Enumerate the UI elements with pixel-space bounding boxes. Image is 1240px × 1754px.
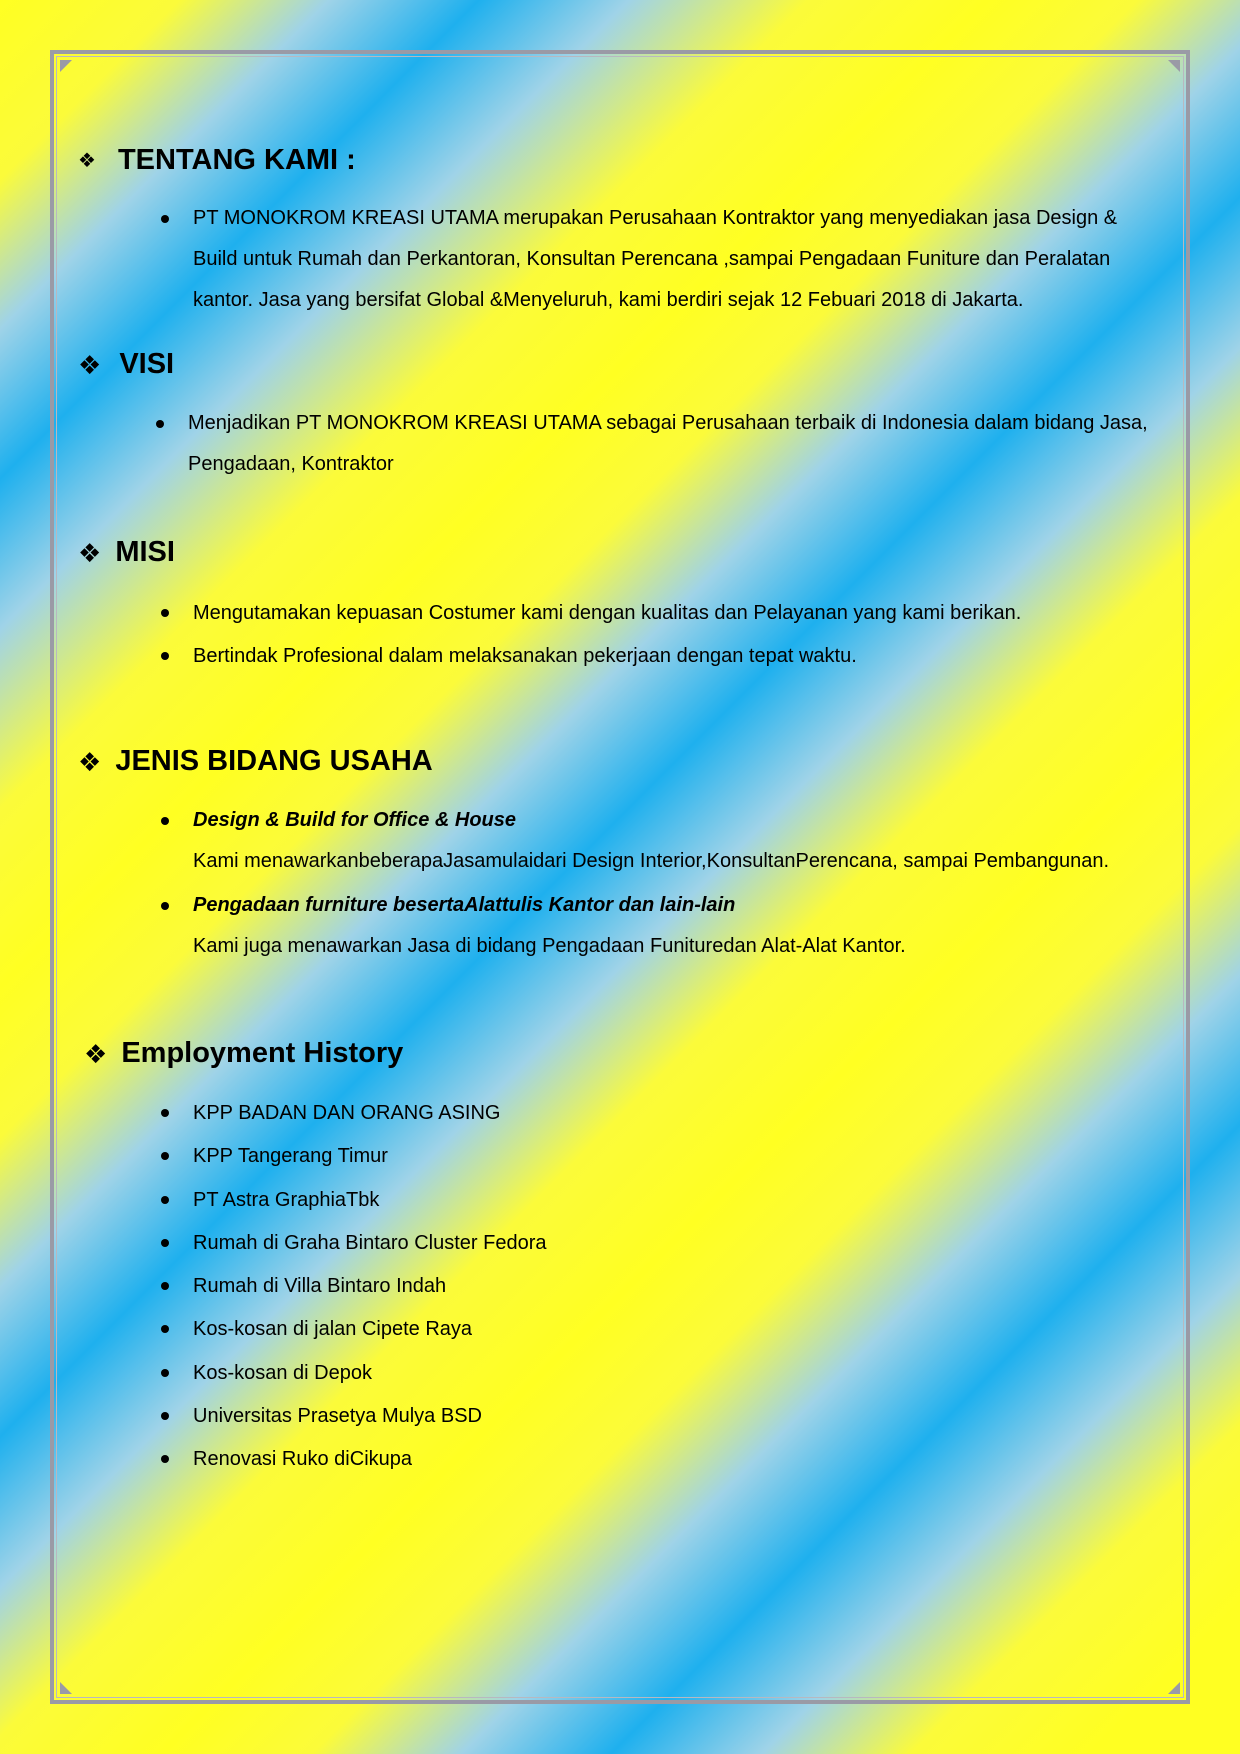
list-item: Universitas Prasetya Mulya BSD xyxy=(193,1395,1153,1438)
vision-heading xyxy=(78,348,174,381)
list-item: Renovasi Ruko diCikupa xyxy=(193,1438,1153,1481)
vision-list xyxy=(188,403,1173,485)
vision-body: Menjadikan PT MONOKROM KREASI UTAMA sebagai Perusahaan terbaik di Indonesia dalam bidang Jasa, Pengadaan, Kontraktor xyxy=(188,403,1173,485)
mission-list xyxy=(193,592,1153,678)
list-item: Kos-kosan di Depok xyxy=(193,1352,1153,1395)
business-item-description: Kami menawarkanbeberapaJasamulaidari Design Interior,KonsultanPerencana, sampai Pembangunan. xyxy=(193,850,1110,872)
four-diamond-icon: ❖ xyxy=(78,746,102,777)
four-diamond-icon: ❖ xyxy=(78,537,102,568)
list-item: PT Astra GraphiaTbk xyxy=(193,1179,1153,1222)
corner-ornament-top-left xyxy=(60,60,72,72)
business-list xyxy=(193,800,1153,841)
history-list xyxy=(193,1092,1153,1482)
business-heading xyxy=(78,745,433,778)
history-heading xyxy=(84,1037,403,1070)
about-heading xyxy=(78,144,356,177)
four-diamond-icon: ❖ xyxy=(78,149,96,172)
business-item-description: Kami juga menawarkan Jasa di bidang Pengadaan Funituredan Alat-Alat Kantor. xyxy=(193,935,906,957)
about-body: PT MONOKROM KREASI UTAMA merupakan Perusahaan Kontraktor yang menyediakan jasa Design & Build untuk Rumah dan Perkantoran, Konsultan Perencana ,sampai Pengadaan Funiture dan Peralatan kantor. Jasa yang bersifat Global &Menyeluruh, kami berdiri sejak 12 Febuari 2018 di Jakarta. xyxy=(193,198,1153,321)
business-heading-text: JENIS BIDANG USAHA xyxy=(115,745,433,777)
mission-heading-text: MISI xyxy=(115,536,175,568)
corner-ornament-top-right xyxy=(1168,60,1180,72)
business-item-title: Pengadaan furniture besertaAlattulis Kantor dan lain-lain xyxy=(193,894,736,916)
business-list-2 xyxy=(193,885,1153,926)
corner-ornament-bottom-left xyxy=(60,1682,72,1694)
list-item: KPP Tangerang Timur xyxy=(193,1135,1153,1178)
list-item: Rumah di Villa Bintaro Indah xyxy=(193,1265,1153,1308)
business-item-title: Design & Build for Office & House xyxy=(193,809,516,831)
four-diamond-icon: ❖ xyxy=(84,1038,108,1069)
history-heading-text: Employment History xyxy=(121,1037,404,1069)
about-heading-text: TENTANG KAMI : xyxy=(117,144,356,176)
list-item: Bertindak Profesional dalam melaksanakan pekerjaan dengan tepat waktu. xyxy=(193,635,1153,678)
mission-heading xyxy=(78,536,175,569)
list-item: Mengutamakan kepuasan Costumer kami dengan kualitas dan Pelayanan yang kami berikan. xyxy=(193,592,1153,635)
corner-ornament-bottom-right xyxy=(1168,1682,1180,1694)
about-list xyxy=(193,198,1153,321)
list-item: KPP BADAN DAN ORANG ASING xyxy=(193,1092,1153,1135)
vision-heading-text: VISI xyxy=(119,348,175,380)
list-item: Rumah di Graha Bintaro Cluster Fedora xyxy=(193,1222,1153,1265)
four-diamond-icon: ❖ xyxy=(78,349,102,380)
list-item xyxy=(193,800,1153,841)
list-item: Kos-kosan di jalan Cipete Raya xyxy=(193,1308,1153,1351)
list-item xyxy=(193,885,1153,926)
